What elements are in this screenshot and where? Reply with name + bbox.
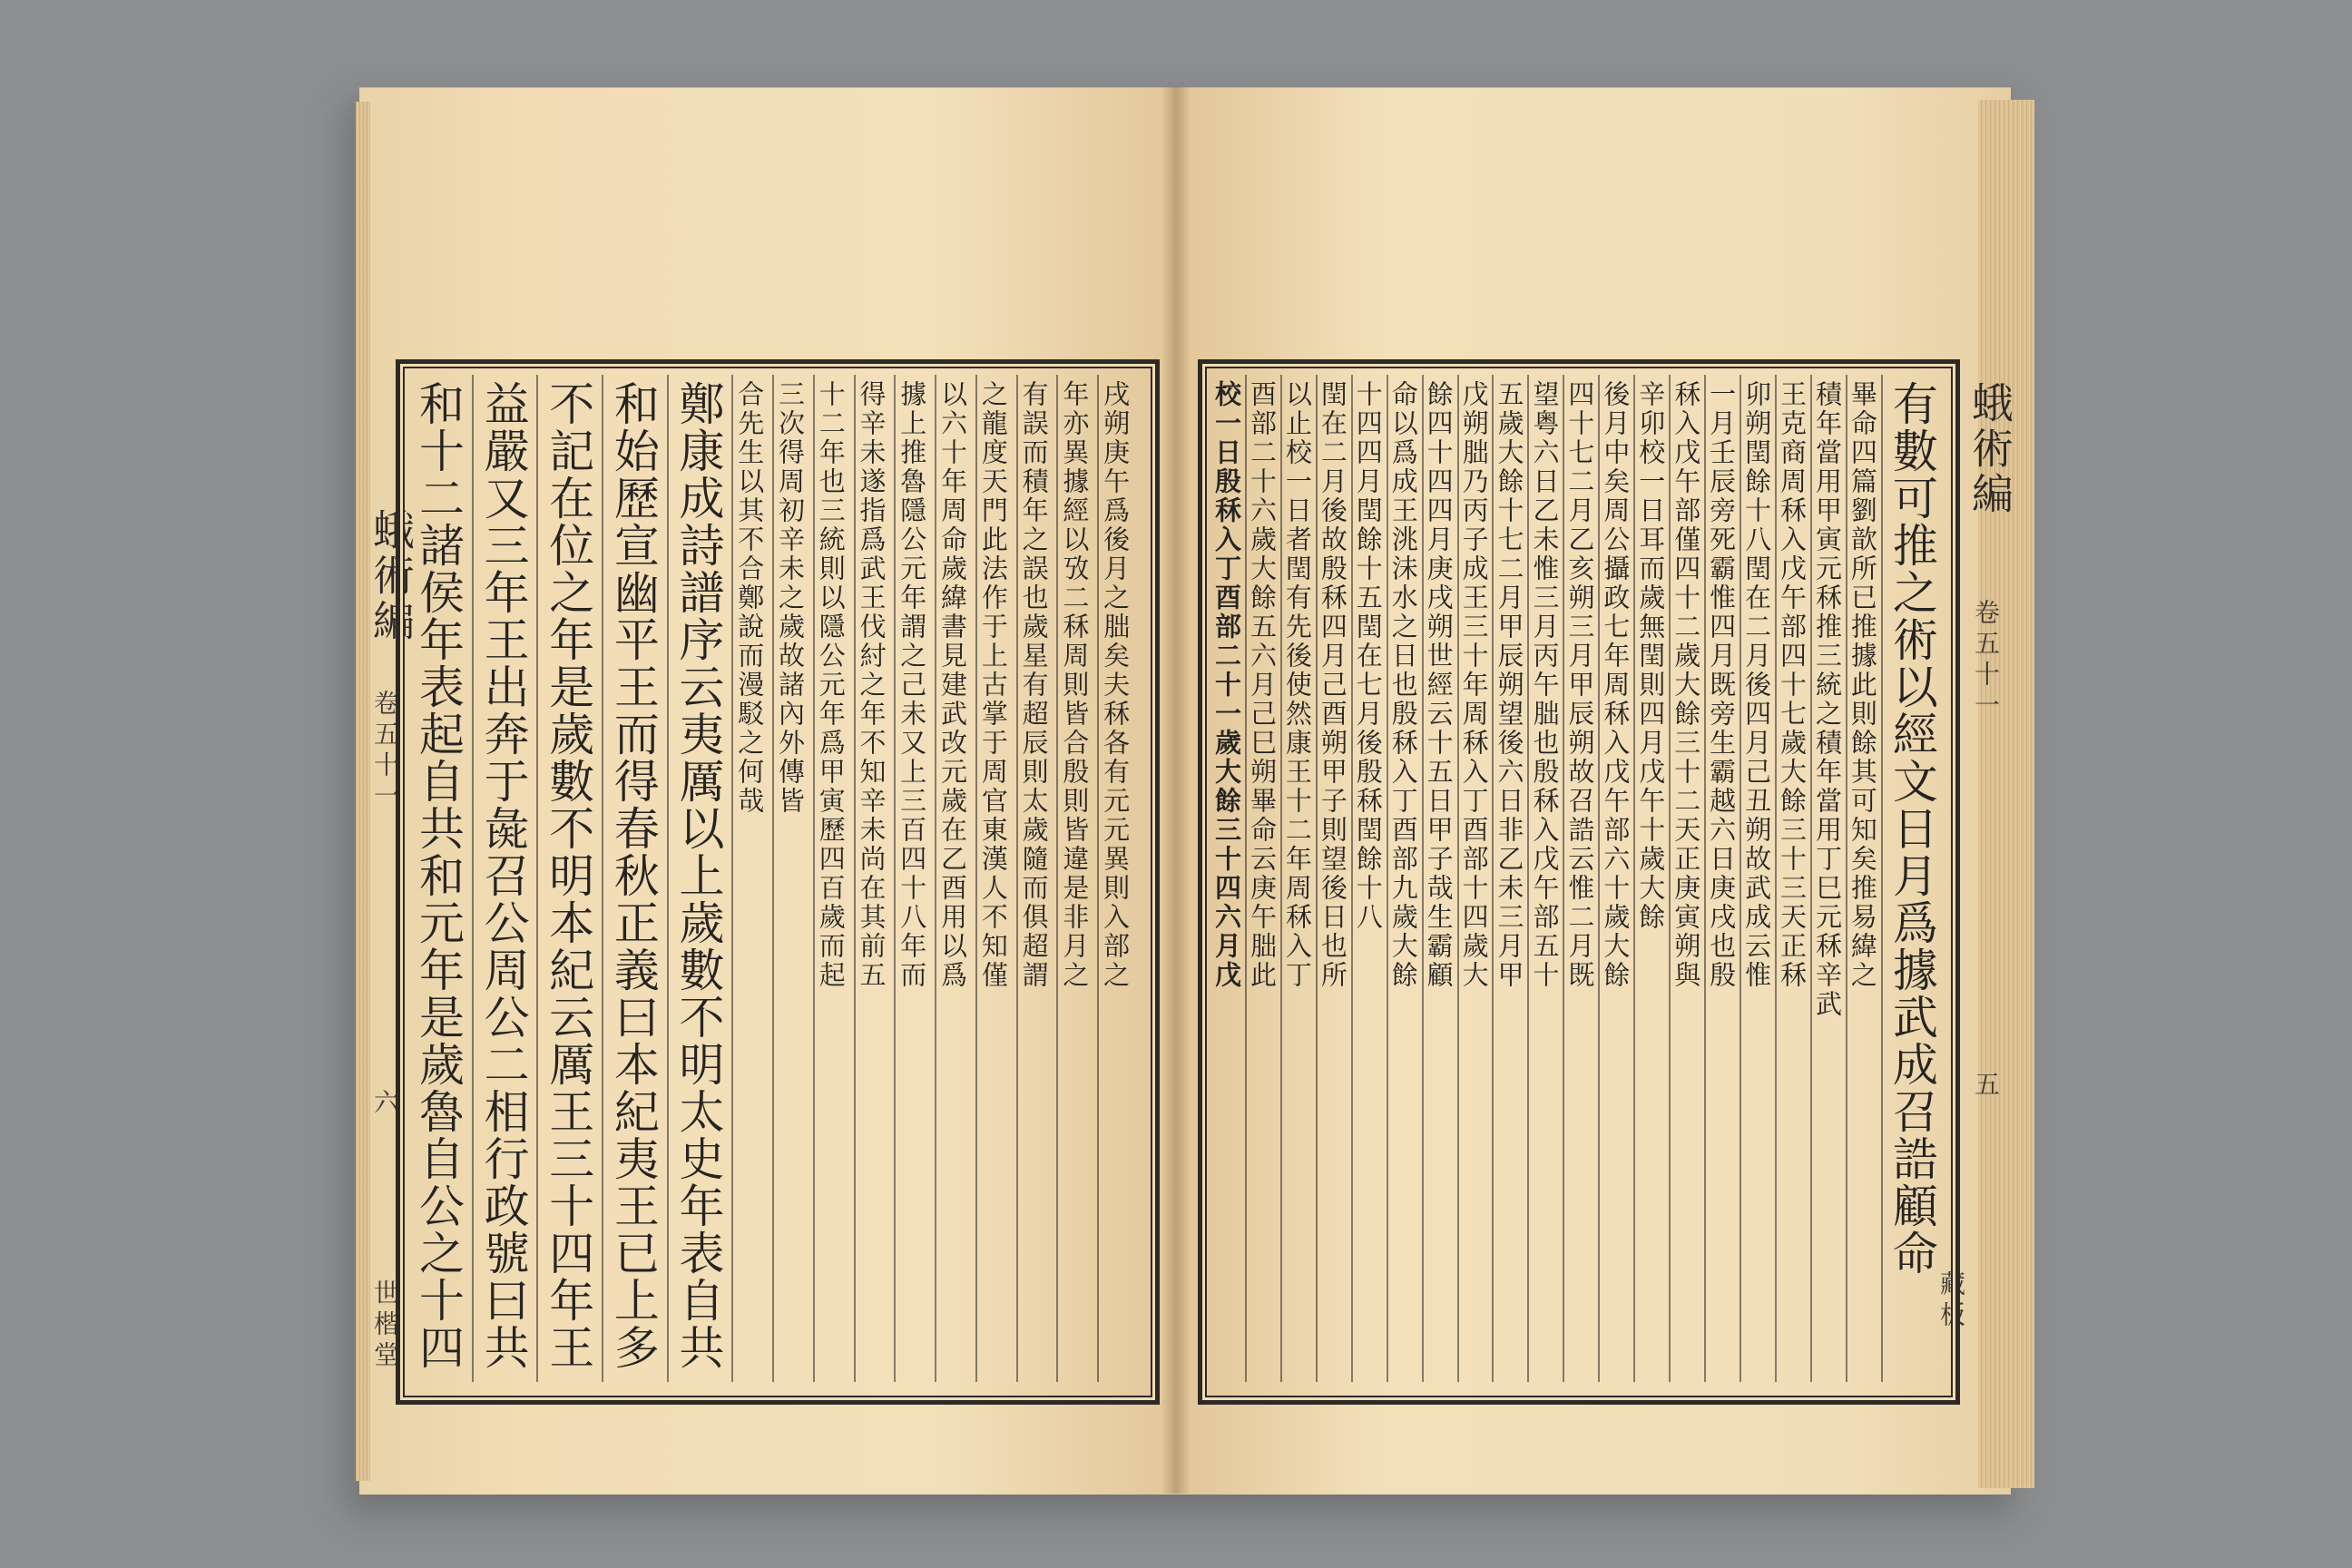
left-page-column: 不記在位之年是歲數不明本紀云厲王三十四年王 (542, 380, 595, 1371)
right-margin-title: 蛾術編 (1965, 381, 2014, 517)
column-rule (536, 375, 538, 1382)
column-rule (1457, 375, 1459, 1382)
column-rule (1422, 375, 1424, 1382)
left-page-column: 戌朔庚午爲後月之朏矣夫秝各有元元異則入部之 (1100, 380, 1132, 990)
column-rule (813, 375, 815, 1382)
right-page-column: 戊朔朏乃丙子成王三十年周秝入丁酉部十四歲大 (1458, 380, 1490, 990)
right-page-column: 校一日殷秝入丁酉部二十一歲大餘三十四六月戊 (1211, 380, 1242, 990)
column-rule (1527, 375, 1529, 1382)
column-rule (935, 375, 936, 1382)
column-rule (854, 375, 856, 1382)
column-rule (472, 375, 474, 1382)
column-rule (1633, 375, 1635, 1382)
left-margin-leaf: 六 (370, 1089, 400, 1120)
right-margin-footer: 藏板 (1936, 1270, 1966, 1332)
column-rule (1740, 375, 1741, 1382)
right-page-column: 一月壬辰旁死霸惟四月既旁生霸越六日庚戌也殷 (1706, 380, 1738, 990)
right-page-column: 酉部二十六歲大餘五六月己巳朔畢命云庚午朏此 (1246, 380, 1278, 990)
left-margin-title: 蛾術編 (367, 508, 416, 644)
left-page-column: 年亦異據經以攷二秝周則皆合殷則皆違是非月之 (1059, 380, 1091, 990)
right-page-column: 餘四十四四月庚戌朔世經云十五日甲子哉生霸顧 (1423, 380, 1455, 990)
right-page-column: 後月中矣周公攝政七年周秝入戊午部六十歲大餘 (1600, 380, 1632, 990)
left-page-column: 有誤而積年之誤也歲星有超辰則太歲隨而俱超謂 (1018, 380, 1050, 990)
column-rule (1056, 375, 1058, 1382)
right-page-column: 秝入戊午部僅四十二歲大餘三十二天正庚寅朔與 (1671, 380, 1702, 990)
column-rule (1775, 375, 1777, 1382)
column-rule (1598, 375, 1600, 1382)
right-margin-leaf: 五 (1971, 1071, 2001, 1102)
fore-edge (1978, 100, 2034, 1488)
right-page-column: 辛卯校一日耳而歲無閏則四月戊午十歲大餘 (1635, 380, 1667, 932)
right-margin-section: 卷五十一 (1971, 599, 2001, 722)
column-rule (731, 375, 733, 1382)
left-margin-footer: 世楷堂 (370, 1279, 400, 1372)
column-rule (667, 375, 669, 1382)
right-text-frame (1198, 359, 1960, 1405)
left-page-column: 合先生以其不合鄭說而漫駁之何哉 (734, 380, 766, 816)
right-page-column: 四十七二月乙亥朔三月甲辰朔故召誥云惟二月既 (1564, 380, 1596, 990)
column-rule (1563, 375, 1564, 1382)
left-page-column: 鄭康成詩譜序云夷厲以上歲數不明太史年表自共 (671, 380, 725, 1371)
column-rule (894, 375, 896, 1382)
right-page-column: 以止校一日者閏有先後使然康王十二年周秝入丁 (1281, 380, 1313, 990)
right-page-column: 卯朔閏餘十八閏在二月後四月己丑朔故武成云惟 (1741, 380, 1773, 990)
column-rule (1316, 375, 1318, 1382)
column-rule (602, 375, 603, 1382)
left-text-frame (396, 359, 1160, 1405)
column-rule (1704, 375, 1706, 1382)
right-page-column: 十四四月閏餘十五閏在七月後殷秝閏餘十八 (1352, 380, 1384, 932)
left-page-column: 十二年也三統則以隱公元年爲甲寅歷四百歲而起 (815, 380, 847, 990)
column-rule (1810, 375, 1812, 1382)
left-page-column: 三次得周初辛未之歲故諸內外傳皆 (774, 380, 806, 816)
right-page-column: 望粤六日乙未惟三月丙午朏也殷秝入戊午部五十 (1529, 380, 1561, 990)
column-rule (1846, 375, 1847, 1382)
right-page-column: 有數可推之術以經文日月爲據武成召誥顧命 (1885, 380, 1938, 1277)
column-rule (975, 375, 977, 1382)
right-page-column: 命以爲成王洮沬水之日也殷秝入丁酉部九歲大餘 (1387, 380, 1419, 990)
column-rule (1881, 375, 1883, 1382)
column-rule (1387, 375, 1388, 1382)
right-page-column: 王克商周秝入戊午部四十七歲大餘三十三天正秝 (1777, 380, 1808, 990)
left-page-column: 和始歷宣幽平王而得春秋正義曰本紀夷王已上多 (606, 380, 660, 1371)
left-page-column: 得辛未遂指爲武王伐紂之年不知辛未尚在其前五 (856, 380, 887, 990)
column-rule (772, 375, 774, 1382)
left-page-column: 以六十年周命歲緯書見建武改元歲在乙酉用以爲 (937, 380, 969, 990)
right-page-column: 畢命四篇劉歆所已推據此則餘其可知矣推易緯之 (1847, 380, 1878, 990)
column-rule (1351, 375, 1353, 1382)
column-rule (1492, 375, 1494, 1382)
left-margin-section: 卷五十一 (370, 690, 400, 813)
left-page-column: 之龍度天門此法作于上古掌于周官東漢人不知僅 (977, 380, 1009, 990)
right-page-column: 閏在二月後故殷秝四月己酉朔甲子則望後日也所 (1317, 380, 1348, 990)
right-page-column: 五歲大餘十七二月甲辰朔望後六日非乙未三月甲 (1494, 380, 1525, 990)
column-rule (1016, 375, 1018, 1382)
book-gutter (1161, 87, 1191, 1494)
left-page-column: 和十二諸侯年表起自共和元年是歲魯自公之十四 (412, 380, 465, 1371)
right-page-column: 積年當用甲寅元秝推三統之積年當用丁巳元秝辛武 (1811, 380, 1843, 1019)
column-rule (1097, 375, 1099, 1382)
left-page-column: 益嚴又三年王出奔于彘召公周公二相行政號曰共 (476, 380, 530, 1371)
left-page-column: 據上推魯隱公元年謂之己未又上三百四十八年而 (897, 380, 928, 990)
column-rule (1280, 375, 1282, 1382)
column-rule (1245, 375, 1247, 1382)
column-rule (1669, 375, 1671, 1382)
